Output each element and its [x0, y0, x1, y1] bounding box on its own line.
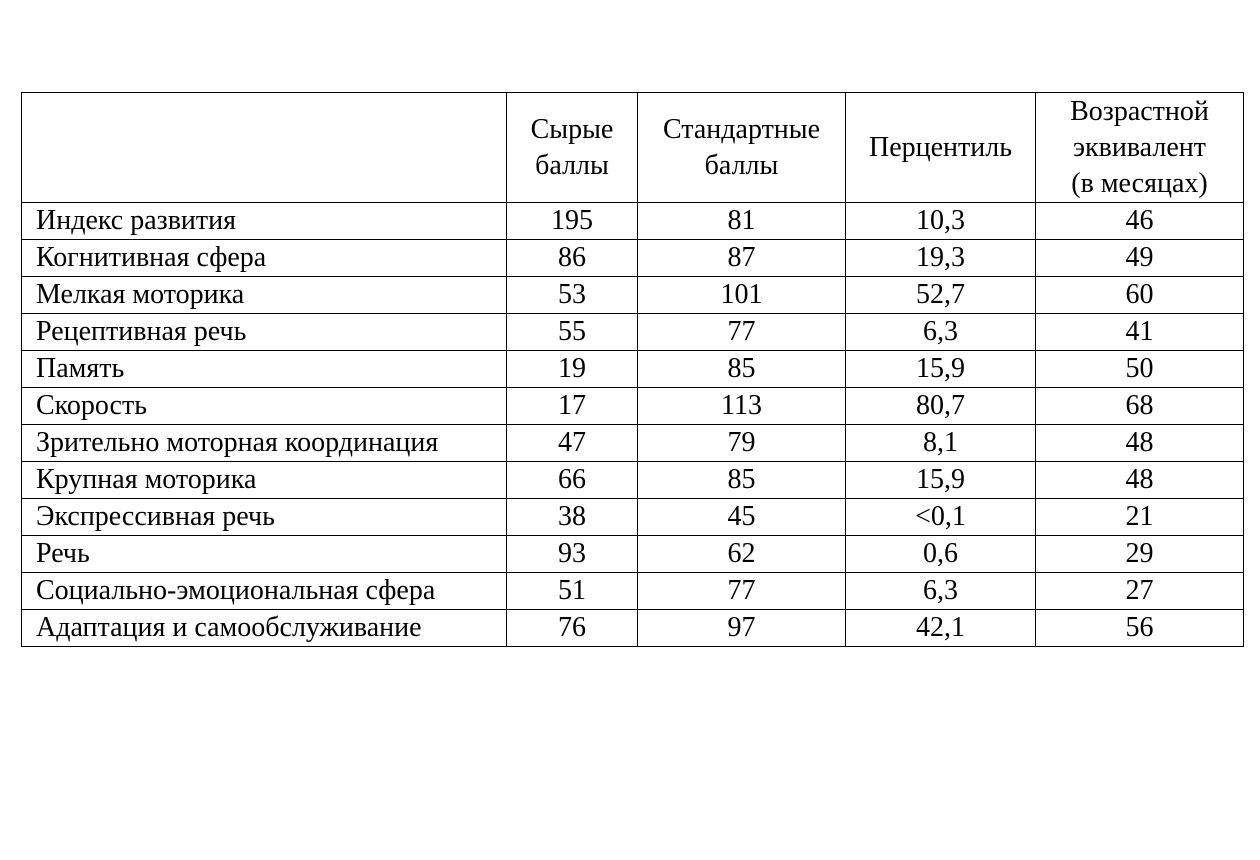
raw-score-cell: 55: [507, 314, 638, 351]
standard-score-cell: 79: [638, 425, 846, 462]
raw-score-cell: 38: [507, 499, 638, 536]
header-standard-line-2: баллы: [704, 149, 779, 181]
header-percentile: [846, 93, 1036, 203]
header-age-equivalent: [1036, 93, 1244, 203]
age-equivalent-cell: 21: [1036, 499, 1244, 536]
row-label: Память: [22, 351, 507, 388]
standard-score-cell: 85: [638, 462, 846, 499]
row-label: Адаптация и самообслуживание: [22, 610, 507, 647]
table-row: [22, 573, 1244, 610]
raw-score-cell: 76: [507, 610, 638, 647]
table-row: [22, 277, 1244, 314]
percentile-cell: 19,3: [846, 240, 1036, 277]
row-label: Зрительно моторная координация: [22, 425, 507, 462]
table-row: [22, 610, 1244, 647]
header-standard-line-1: Стандартные: [662, 113, 821, 145]
raw-score-cell: 47: [507, 425, 638, 462]
row-label: Индекс развития: [22, 203, 507, 240]
header-age-line-1: Возрастной: [1070, 95, 1209, 127]
table-row: [22, 388, 1244, 425]
raw-score-cell: 51: [507, 573, 638, 610]
age-equivalent-cell: 46: [1036, 203, 1244, 240]
scores-table: [21, 92, 1244, 647]
header-row: [22, 93, 1244, 203]
percentile-cell: 0,6: [846, 536, 1036, 573]
raw-score-cell: 195: [507, 203, 638, 240]
percentile-cell: 6,3: [846, 573, 1036, 610]
row-label: Мелкая моторика: [22, 277, 507, 314]
standard-score-cell: 45: [638, 499, 846, 536]
table-row: [22, 499, 1244, 536]
row-label: Социально-эмоциональная сфера: [22, 573, 507, 610]
percentile-cell: 52,7: [846, 277, 1036, 314]
age-equivalent-cell: 48: [1036, 462, 1244, 499]
row-label: Когнитивная сфера: [22, 240, 507, 277]
raw-score-cell: 17: [507, 388, 638, 425]
percentile-cell: 10,3: [846, 203, 1036, 240]
standard-score-cell: 77: [638, 314, 846, 351]
table-row: [22, 425, 1244, 462]
standard-score-cell: 62: [638, 536, 846, 573]
raw-score-cell: 53: [507, 277, 638, 314]
header-raw-line-1: Сырые: [530, 113, 614, 145]
percentile-cell: 6,3: [846, 314, 1036, 351]
age-equivalent-cell: 49: [1036, 240, 1244, 277]
standard-score-cell: 97: [638, 610, 846, 647]
percentile-cell: <0,1: [846, 499, 1036, 536]
age-equivalent-cell: 50: [1036, 351, 1244, 388]
percentile-cell: 80,7: [846, 388, 1036, 425]
row-label: Речь: [22, 536, 507, 573]
raw-score-cell: 86: [507, 240, 638, 277]
standard-score-cell: 81: [638, 203, 846, 240]
header-raw-scores: [507, 93, 638, 203]
age-equivalent-cell: 27: [1036, 573, 1244, 610]
standard-score-cell: 85: [638, 351, 846, 388]
standard-score-cell: 87: [638, 240, 846, 277]
age-equivalent-cell: 60: [1036, 277, 1244, 314]
row-label: Крупная моторика: [22, 462, 507, 499]
header-age-line-3: (в месяцах): [1071, 167, 1208, 199]
table-row: [22, 351, 1244, 388]
row-label: Рецептивная речь: [22, 314, 507, 351]
raw-score-cell: 19: [507, 351, 638, 388]
standard-score-cell: 113: [638, 388, 846, 425]
percentile-cell: 42,1: [846, 610, 1036, 647]
table-row: [22, 536, 1244, 573]
percentile-cell: 15,9: [846, 351, 1036, 388]
table-row: [22, 203, 1244, 240]
percentile-cell: 8,1: [846, 425, 1036, 462]
header-raw-line-2: баллы: [535, 149, 609, 181]
header-standard-scores: [638, 93, 846, 203]
table-row: [22, 314, 1244, 351]
row-label: Экспрессивная речь: [22, 499, 507, 536]
table-row: [22, 462, 1244, 499]
table-row: [22, 240, 1244, 277]
age-equivalent-cell: 48: [1036, 425, 1244, 462]
percentile-cell: 15,9: [846, 462, 1036, 499]
standard-score-cell: 101: [638, 277, 846, 314]
age-equivalent-cell: 29: [1036, 536, 1244, 573]
row-label: Скорость: [22, 388, 507, 425]
raw-score-cell: 93: [507, 536, 638, 573]
age-equivalent-cell: 68: [1036, 388, 1244, 425]
header-blank-cell: [22, 93, 507, 203]
raw-score-cell: 66: [507, 462, 638, 499]
standard-score-cell: 77: [638, 573, 846, 610]
age-equivalent-cell: 41: [1036, 314, 1244, 351]
age-equivalent-cell: 56: [1036, 610, 1244, 647]
header-percentile-line-1: Перцентиль: [868, 131, 1012, 163]
header-age-line-2: эквивалент: [1073, 131, 1206, 163]
